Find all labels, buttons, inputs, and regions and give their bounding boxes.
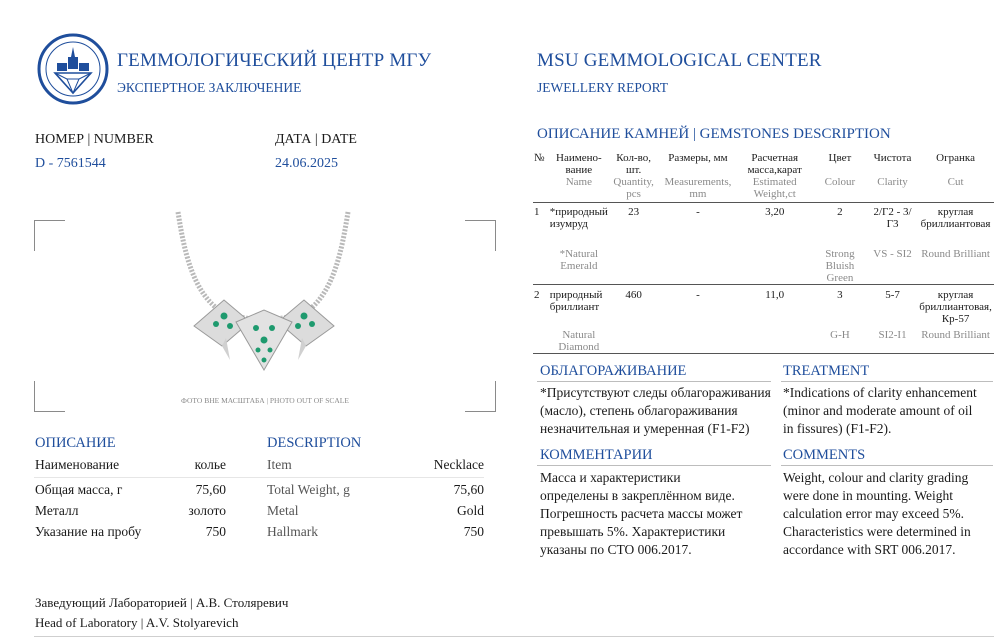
gem-col-header: Кол-во, шт.: [616, 152, 651, 176]
gem-cell: 1: [534, 206, 540, 218]
gem-col-header-en: Cut: [947, 176, 964, 188]
table-row: [533, 289, 994, 325]
gem-cell-en: SI2-I1: [878, 329, 907, 341]
photo-frame: [34, 220, 496, 412]
gem-cell: 3: [837, 289, 843, 301]
gem-col-header-en: Quantity, pcs: [613, 176, 654, 200]
msu-building-diamond-logo-icon: [37, 33, 109, 105]
gem-cell-en: Strong Bluish Green: [825, 248, 855, 284]
gem-col-header-en: Colour: [824, 176, 856, 188]
gem-cell: -: [696, 289, 700, 301]
description-en-label: Hallmark: [267, 524, 318, 539]
comments-heading-en: COMMENTS: [783, 447, 866, 463]
photo-caption: ФОТО ВНЕ МАСШТАБА | PHOTO OUT OF SCALE: [181, 396, 349, 405]
gem-cell-en: Round Brilliant: [921, 329, 990, 341]
description-en-label: Item: [267, 457, 292, 472]
description-ru-value: 750: [205, 524, 226, 539]
description-ru-value: 75,60: [195, 482, 226, 497]
gem-cell-en: G-H: [830, 329, 850, 341]
gem-cell: 5-7: [885, 289, 900, 301]
description-en-label: Total Weight, g: [267, 482, 350, 497]
gemstones-table: [533, 152, 994, 354]
gem-cell-en: [533, 230, 549, 285]
gemstones-header-en: [533, 176, 994, 203]
gem-cell-en: [609, 325, 658, 354]
table-row: [533, 230, 994, 285]
gem-cell: круглая бриллиантовая: [920, 206, 991, 230]
gem-cell-en: [658, 230, 737, 285]
comments-heading-ru: КОММЕНТАРИИ: [540, 447, 653, 463]
gem-cell: 23: [628, 206, 640, 218]
treatment-text-ru: *Присутствуют следы облагораживания (масло), степень облагораживания незначительная и умеренная (F1-F2): [540, 385, 771, 436]
gem-col-header: Чистота: [873, 152, 912, 164]
gem-cell-en: [737, 325, 811, 354]
gem-col-header: Расчетная масса,карат: [747, 152, 802, 176]
gem-cell-en: [658, 325, 737, 354]
treatment-text-en: *Indications of clarity enhancement (minor and moderate amount of oil in fissures) (F1-F2).: [783, 385, 977, 436]
description-ru-value: золото: [188, 503, 226, 518]
gem-col-header-en: Estimated Weight,ct: [752, 176, 797, 200]
date-label: ДАТА | DATE: [275, 132, 357, 147]
description-en-value: Gold: [457, 503, 484, 518]
gem-cell: 460: [625, 289, 642, 301]
treatment-heading-en: TREATMENT: [783, 363, 870, 379]
number-label: НОМЕР | NUMBER: [35, 132, 154, 147]
gem-cell-en: VS - SI2: [873, 248, 912, 260]
description-heading-en: DESCRIPTION: [267, 435, 362, 451]
logo: [37, 33, 109, 105]
gem-col-header-en: Measurements, mm: [664, 176, 732, 200]
description-ru-value: колье: [194, 457, 226, 472]
gem-cell-en: Round Brilliant: [921, 248, 990, 260]
gemstones-header-ru: [533, 152, 994, 176]
table-row: [533, 325, 994, 354]
gem-col-header: Размеры, мм: [668, 152, 728, 164]
comments-text-ru: Масса и характеристики определены в закреплённом виде. Погрешность расчета массы может превышать 5%. Характеристики указаны по СТО 006.2017.: [540, 470, 743, 557]
gem-col-header: Цвет: [828, 152, 852, 164]
gem-col-header: №: [534, 152, 545, 164]
gem-cell: 2: [534, 289, 540, 301]
treatment-heading-ru: ОБЛАГОРАЖИВАНИЕ: [540, 363, 687, 379]
description-ru-label: Наименование: [35, 457, 120, 472]
en-subtitle: JEWELLERY REPORT: [537, 80, 669, 95]
gem-col-header: Огранка: [936, 152, 975, 164]
gem-col-header-en: [533, 176, 549, 203]
gem-cell: природный бриллиант: [549, 289, 603, 313]
gem-cell: 2: [837, 206, 843, 218]
number-value: D - 7561544: [35, 156, 106, 171]
description-heading-ru: ОПИСАНИЕ: [35, 435, 116, 451]
gem-col-header-en: Name: [565, 176, 592, 188]
comments-text-en: Weight, colour and clarity grading were done in mounting. Weight calculation error may exceed 5%. Characteristics were determined in accordance with SRT 006.2017.: [783, 470, 971, 557]
gem-cell-en: *Natural Emerald: [559, 248, 599, 272]
ru-title: ГЕММОЛОГИЧЕСКИЙ ЦЕНТР МГУ: [117, 50, 432, 71]
gem-cell: круглая бриллиантовая, Кр-57: [919, 289, 992, 325]
ru-subtitle: ЭКСПЕРТНОЕ ЗАКЛЮЧЕНИЕ: [117, 80, 302, 95]
date-value: 24.06.2025: [275, 156, 338, 171]
gem-cell-en: [737, 230, 811, 285]
gem-cell: 3,20: [765, 206, 785, 218]
description-en-label: Metal: [267, 503, 299, 518]
gem-cell: 11,0: [765, 289, 785, 301]
gem-col-header-en: Clarity: [877, 176, 908, 188]
en-title: MSU GEMMOLOGICAL CENTER: [537, 50, 822, 71]
necklace-photo-icon: [164, 210, 364, 380]
gem-col-header: Наимено-вание: [556, 152, 602, 176]
description-ru-label: Указание на пробу: [35, 524, 142, 539]
gem-cell-en: [609, 230, 658, 285]
gem-cell: *природный изумруд: [549, 206, 608, 230]
description-ru-label: Металл: [35, 503, 79, 518]
gem-cell-en: [533, 325, 549, 354]
description-en-value: Necklace: [433, 457, 484, 472]
signature-en: Head of Laboratory | A.V. Stolyarevich: [35, 615, 239, 630]
description-en-value: 75,60: [453, 482, 484, 497]
table-row: [533, 203, 994, 230]
gem-cell-en: Natural Diamond: [558, 329, 600, 353]
gem-cell: -: [696, 206, 700, 218]
gemstones-heading: ОПИСАНИЕ КАМНЕЙ | GEMSTONES DESCRIPTION: [537, 126, 891, 142]
description-ru-label: Общая масса, г: [35, 482, 123, 497]
gem-cell: 2/Г2 - 3/Г3: [873, 206, 912, 230]
description-en-value: 750: [463, 524, 484, 539]
signature-ru: Заведующий Лабораторией | А.В. Столяревич: [35, 595, 289, 610]
